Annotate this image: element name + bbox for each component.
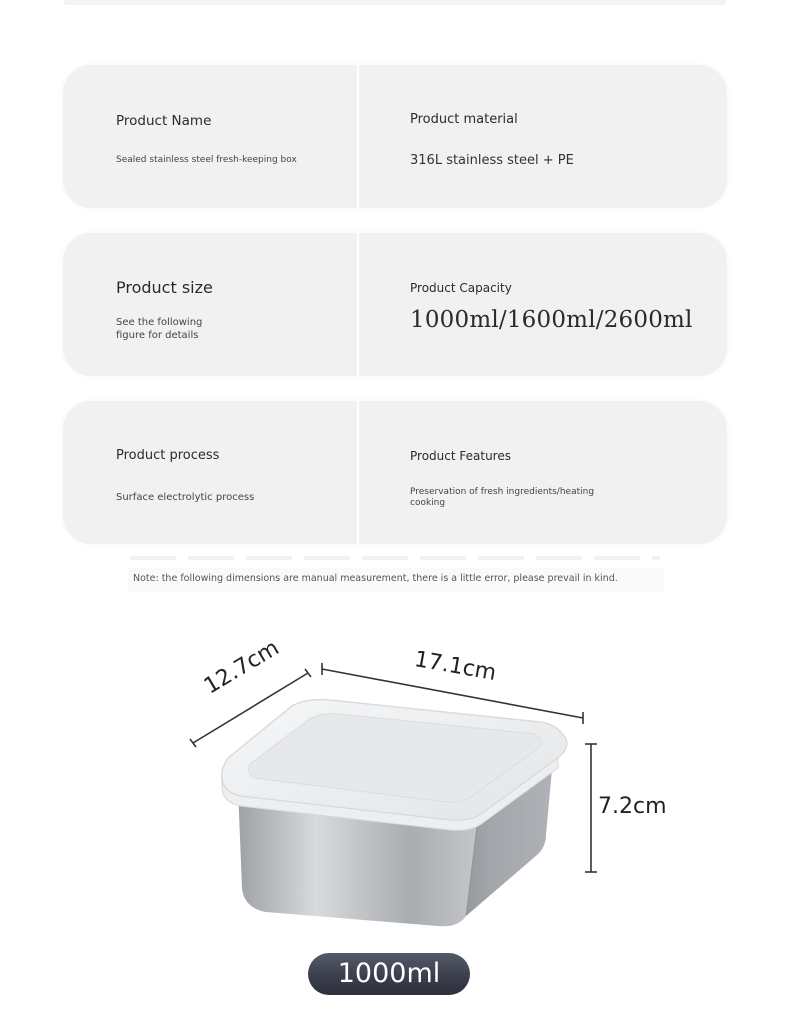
card-divider: [357, 65, 359, 208]
spec-cell-product-process: [116, 401, 346, 544]
spec-label: Product process: [116, 448, 220, 463]
card-divider: [357, 233, 359, 376]
measurement-note: Note: the following dimensions are manual measurement, there is a little error, please prevail in kind.: [128, 568, 664, 592]
spec-value-line1: Preservation of fresh ingredients/heating: [410, 487, 595, 497]
spec-card-name-material: [63, 65, 727, 208]
container-illustration: [180, 640, 680, 940]
spec-cell-product-material: [410, 65, 710, 208]
spec-label: Product Name: [116, 113, 212, 129]
height-dimension-label: 7.2cm: [598, 794, 667, 819]
spec-label: Product size: [116, 278, 213, 297]
product-dimension-figure: [180, 635, 680, 940]
spec-value-line1: See the following: [116, 317, 203, 328]
spec-card-process-features: [63, 401, 727, 544]
spec-card-size-capacity: [63, 233, 727, 376]
spec-label: Product material: [410, 112, 518, 127]
spec-value-line2: cooking: [410, 498, 446, 508]
width-dimension-label: 12.7cm: [200, 635, 284, 700]
spec-value: Surface electrolytic process: [116, 492, 255, 503]
spec-cell-product-size: [116, 233, 346, 376]
spec-label: Product Features: [410, 449, 511, 463]
spec-value: Sealed stainless steel fresh-keeping box: [116, 155, 297, 165]
spec-cell-product-name: [116, 65, 346, 208]
height-dimension-line: [585, 744, 597, 872]
spec-value: 316L stainless steel + PE: [410, 153, 574, 168]
length-dimension-label: 17.1cm: [412, 647, 499, 686]
spec-value: 1000ml/1600ml/2600ml: [410, 307, 693, 333]
decorative-dash-line: [130, 556, 660, 560]
spec-value-line2: figure for details: [116, 330, 199, 341]
spec-label: Product Capacity: [410, 281, 512, 295]
spec-cell-product-capacity: [410, 233, 710, 376]
top-divider: [64, 0, 726, 5]
capacity-badge: 1000ml: [308, 953, 470, 995]
spec-cell-product-features: [410, 401, 710, 544]
card-divider: [357, 401, 359, 544]
